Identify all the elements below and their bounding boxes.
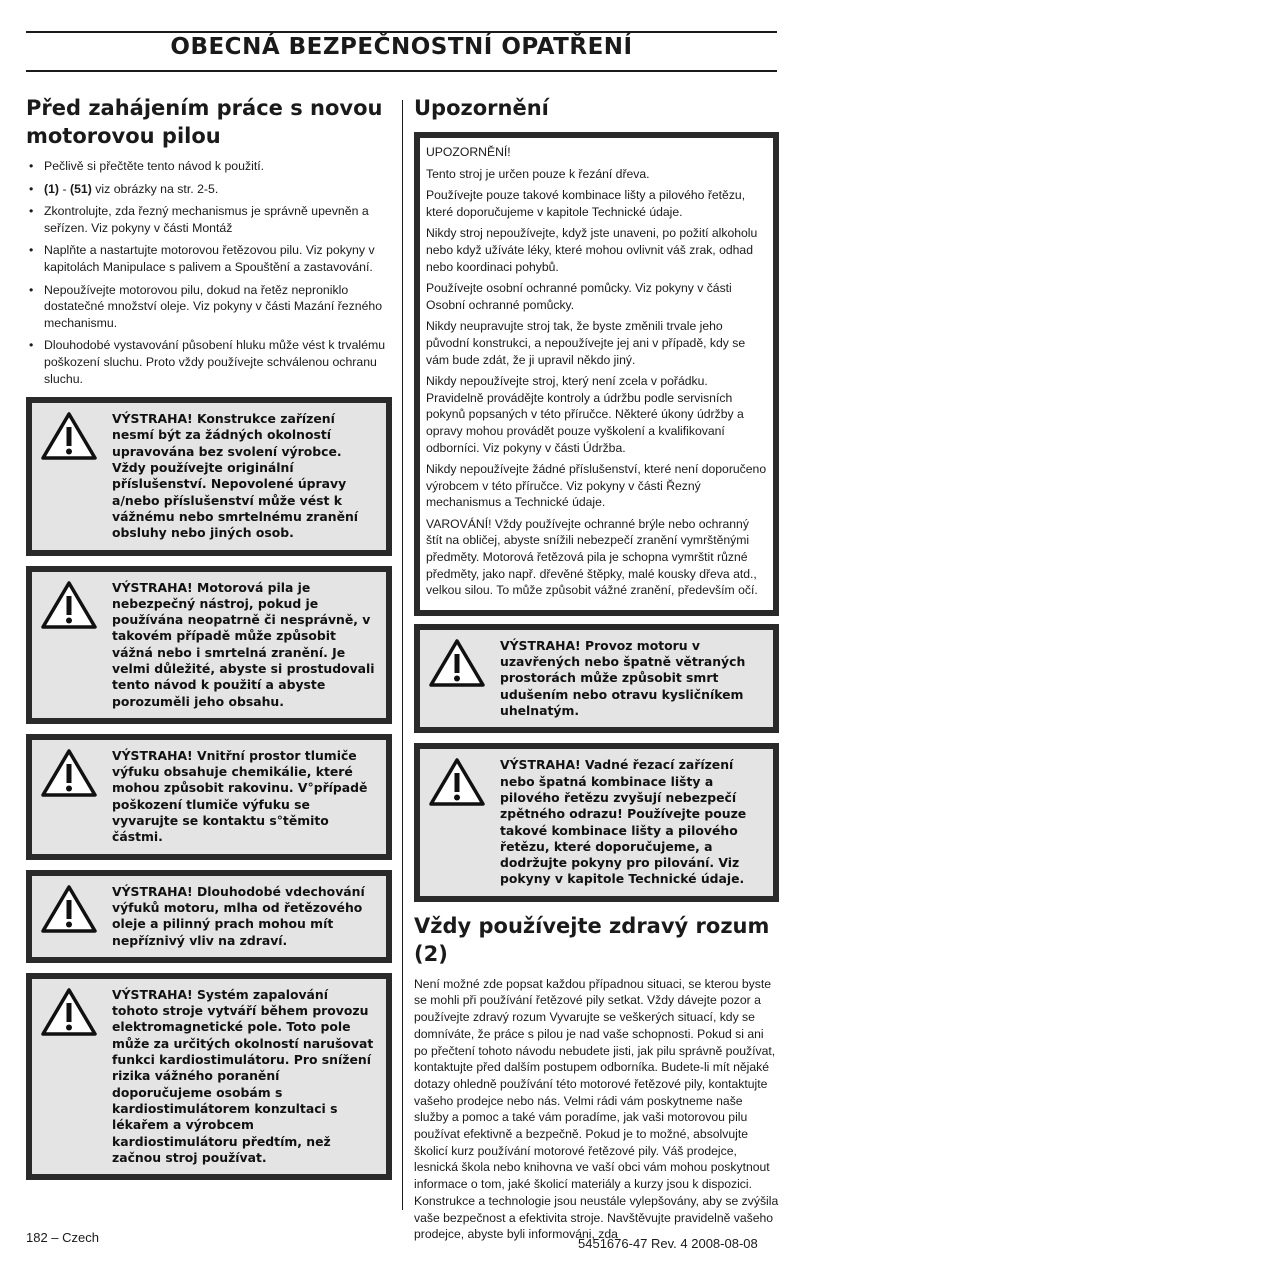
warning-box [26, 973, 392, 1180]
list-item: • Nepoužívejte motorovou pilu, dokud na řetěz neproniklo dostatečné množství oleje. Viz pokyny v části Mazání řezného mechanismu. [26, 282, 392, 332]
warning-triangle-icon [40, 884, 98, 934]
notice-paragraph: Používejte osobní ochranné pomůcky. Viz pokyny v části Osobní ochranné pomůcky. [426, 281, 732, 312]
section-heading-common-sense: Vždy používejte zdravý rozum (2) [414, 913, 770, 966]
notice-paragraph: Nikdy neupravujte stroj tak, že byste změnili trvale jeho původní konstrukci, a nepoužívejte jej ani v případě, kdy se vám bude zdát, že ji upravil někdo jiný. [426, 319, 746, 367]
document-reference: 5451676-47 Rev. 4 2008-08-08 [578, 1236, 758, 1251]
warning-triangle-icon [40, 987, 98, 1037]
left-column [26, 94, 392, 1190]
section-heading-notice: Upozornění [414, 96, 549, 120]
page-title: OBECNÁ BEZPEČNOSTNÍ OPATŘENÍ [170, 34, 633, 60]
warning-text: VÝSTRAHA! Motorová pila je nebezpečný nástroj, pokud je používána neopatrně či nesprávně, v takovém případě může způsobit vážná nebo i smrtelná zranění. Je velmi důležité, abyste si prostudovali tento návod k použití a abyste porozuměli jeho obsahu. [112, 579, 375, 709]
notice-box [414, 132, 779, 616]
warning-text: VÝSTRAHA! Vadné řezací zařízení nebo špatná kombinace lišty a pilového řetězu zvyšují nebezpečí zpětného odrazu! Používejte pouze takové kombinace lišty a pilového řetězu, které doporučujeme, a dodržujte pokyny pro pilování. Viz pokyny v kapitole Technické údaje. [500, 757, 747, 887]
notice-paragraph: Používejte pouze takové kombinace lišty a pilového řetězu, které doporučujeme v kapitole Technické údaje. [426, 188, 746, 219]
warning-text: VÝSTRAHA! Vnitřní prostor tlumiče výfuku obsahuje chemikálie, které mohou způsobit rakovinu. V°případě poškození tlumiče výfuku se vyvarujte se kontaktu s°těmito částmi. [112, 747, 368, 845]
right-column [414, 94, 779, 1243]
page-number: 182 – Czech [26, 1230, 99, 1245]
warning-triangle-icon [40, 411, 98, 461]
notice-paragraph: Nikdy nepoužívejte stroj, který není zcela v pořádku. Pravidelně provádějte kontroly a údržbu podle servisních pokynů popsaných v této příručce. Některé úkony údržby a opravy mohou provádět pouze vyškolení a kvalifikovaní odborníci. Viz pokyny v části Údržba. [426, 374, 744, 455]
warning-text: VÝSTRAHA! Provoz motoru v uzavřených nebo špatně větraných prostorách může způsobit smrt udušením nebo otravu kysličníkem uhelnatým. [500, 637, 746, 719]
warning-box [26, 566, 392, 724]
warning-box [414, 624, 779, 733]
warning-triangle-icon [40, 748, 98, 798]
warning-triangle-icon [40, 580, 98, 630]
notice-paragraph: Nikdy nepoužívejte žádné příslušenství, které není doporučeno výrobcem v této příručce. Viz pokyny v části Řezný mechanismus a Technické údaje. [426, 462, 767, 510]
notice-paragraph: Nikdy stroj nepoužívejte, když jste unaveni, po požití alkoholu nebo když užíváte léky, které mohou ovlivnit váš zrak, odhad nebo koordinaci pohybů. [426, 226, 758, 274]
section-heading-new-saw: Před zahájením práce s novou motorovou pilou [26, 96, 383, 148]
figure-ref: (51) [69, 181, 92, 196]
header-rule-top [26, 31, 777, 33]
list-item: • Pečlivě si přečtěte tento návod k použití. [26, 158, 392, 175]
warning-box [26, 397, 392, 555]
warning-box [26, 734, 392, 860]
notice-paragraph: UPOZORNĚNÍ! [426, 145, 511, 159]
figure-ref: (1) [44, 181, 60, 196]
column-divider [402, 100, 403, 1210]
warning-text: VÝSTRAHA! Dlouhodobé vdechování výfuků motoru, mlha od řetězového oleje a pilinný prach mohou mít nepříznivý vliv na zdraví. [112, 883, 365, 948]
warning-text: VÝSTRAHA! Systém zapalování tohoto stroje vytváří během provozu elektromagnetické pole. Toto pole může za určitých okolností narušovat funkci kardiostimulátoru. Pro snížení rizika vážného poranění doporučujeme osobám s kardiostimulátorem konzultaci s lékařem a výrobcem kardiostimulátoru předtím, než začnou stroj používat. [112, 986, 374, 1165]
header-rule-bottom [26, 70, 777, 72]
list-item: • Naplňte a nastartujte motorovou řetězovou pilu. Viz pokyny v kapitolách Manipulace s palivem a Spouštění a zastavování. [26, 242, 392, 275]
warning-triangle-icon [428, 638, 486, 688]
list-item: • (1) - (51) viz obrázky na str. 2-5. [26, 181, 392, 198]
common-sense-paragraph: Není možné zde popsat každou případnou situaci, se kterou byste se mohli při používání řetězové pily setkat. Vždy dávejte pozor a používejte zdravý rozum Vyvarujte se veškerých situací, kdy se domníváte, že práce s pilou je nad vaše schopnosti. Pokud si ani po přečtení tohoto návodu nebudete jisti, jak pilu správně používat, kontaktujte před dalším postupem odborníka. Budete-li mít nějaké dotazy ohledně používání této motorové řetězové pily, kontaktujte vašeho prodejce nebo nás. Velmi rádi vám poskytneme naše služby a pomoc a také vám poradíme, jak vaši motorovou pilu používat efektivně a bezpečně. Pokud je to možné, absolvujte školicí kurz používání motorové řetězové pily. Váš prodejce, lesnická škola nebo knihovna ve vaší obci vám mohou poskytnout informace o tom, jaké školicí materiály a kurzy jsou k dispozici. Konstrukce a technologie jsou neustále vylepšovány, aby se zvýšila vaše bezpečnost a efektivita stroje. Navštěvujte pravidelně vašeho prodejce, abyste byli informováni, zda [414, 976, 779, 1242]
list-item-text: viz obrázky na str. 2-5. [91, 181, 219, 196]
notice-paragraph: Tento stroj je určen pouze k řezání dřeva. [426, 166, 650, 181]
list-item: • Dlouhodobé vystavování působení hluku může vést k trvalému poškození sluchu. Proto vždy používejte schválenou ochranu sluchu. [26, 337, 392, 387]
warning-box [26, 870, 392, 963]
warning-box [414, 743, 779, 901]
notice-paragraph: VAROVÁNÍ! Vždy používejte ochranné brýle nebo ochranný štít na obličej, abyste snížili nebezpečí zranění vymrštěnými předměty. Motorová řetězová pila je schopna vymrštit různé předměty, jako např. dřevěné štěpky, malé kousky dřeva atd., velkou silou. To může způsobit vážné zranění, především očí. [426, 516, 758, 598]
warning-triangle-icon [428, 757, 486, 807]
list-item: • Zkontrolujte, zda řezný mechanismus je správně upevněn a seřízen. Viz pokyny v části Montáž [26, 203, 392, 236]
checklist [26, 158, 392, 387]
warning-text: VÝSTRAHA! Konstrukce zařízení nesmí být za žádných okolností upravována bez svolení výrobce. Vždy používejte originální příslušenství. Nepovolené úpravy a/nebo příslušenství může vést k vážnému nebo smrtelnému zranění obsluhy nebo jiných osob. [112, 411, 359, 541]
